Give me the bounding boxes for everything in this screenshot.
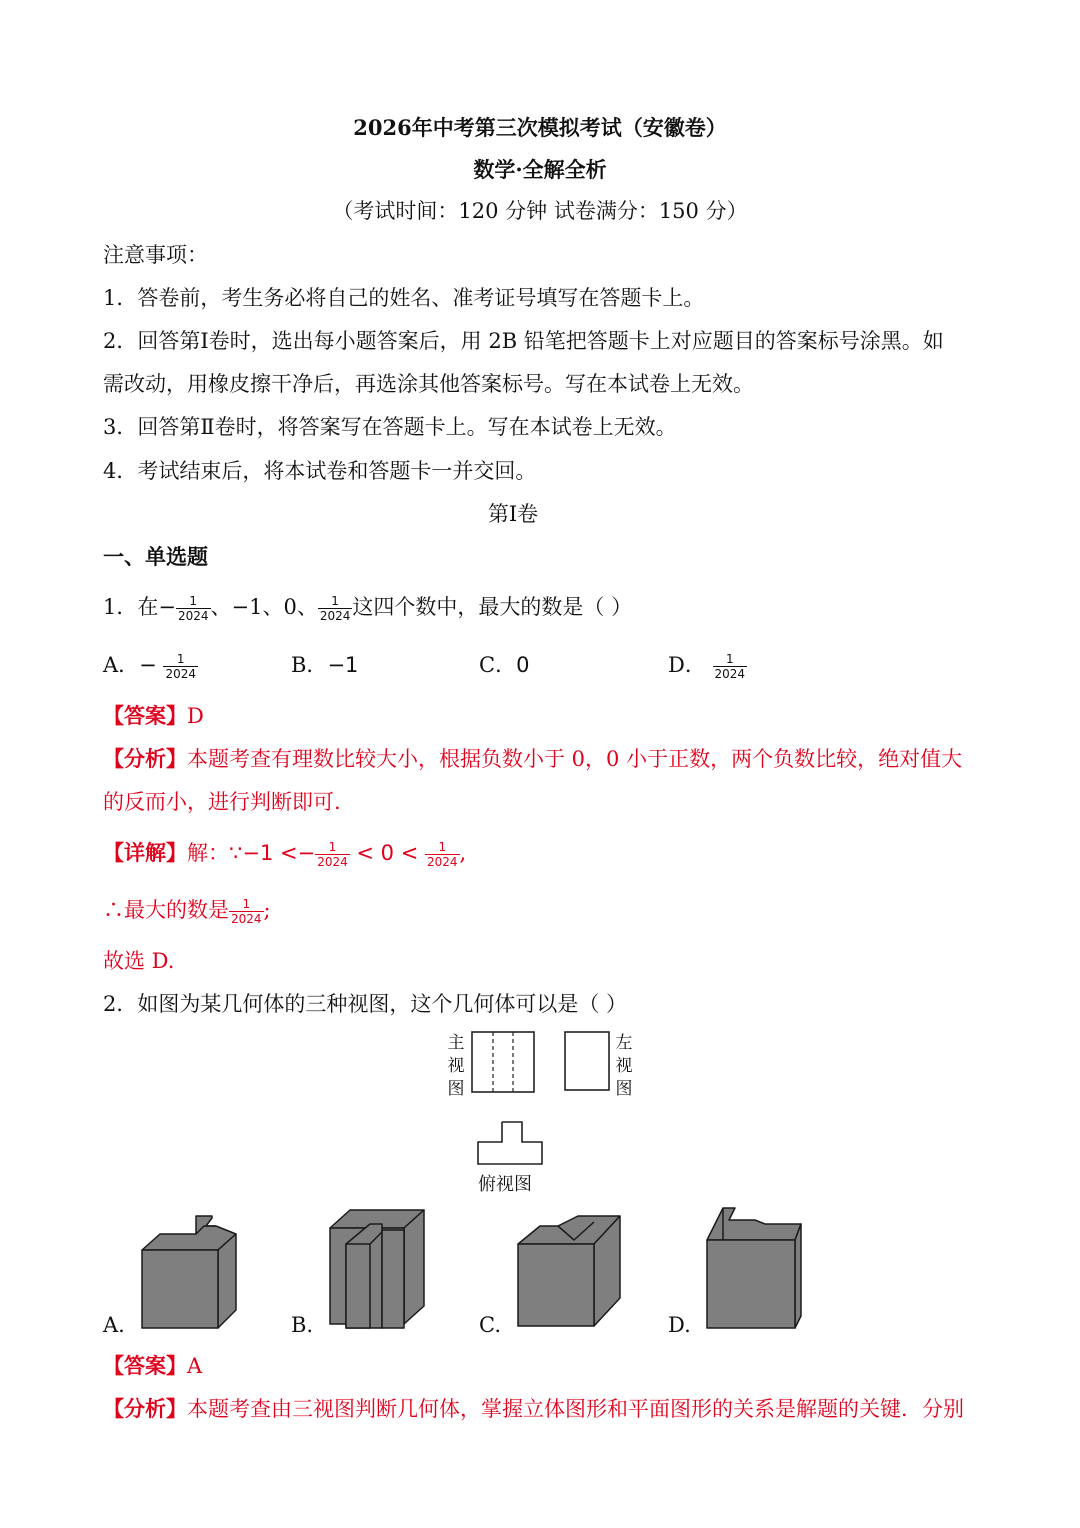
option-b: B．−1 [291,653,359,677]
note-item: 2．回答第Ⅰ卷时，选出每小题答案后，用 2B 铅笔把答题卡上对应题目的答案标号涂黑。如 [103,329,944,353]
top-view-label: 俯视图 [478,1174,532,1195]
q2-answer: 【答案】A [103,1353,203,1378]
q1-sep: 、−1、0、 [210,595,318,619]
option-a: A．− $\frac{1}{2024}$ [103,652,197,681]
q2-option-c-label: C. [479,1313,501,1337]
q2-option-d-label: D. [668,1313,691,1337]
q1-prefix: 1．在− [103,595,176,619]
note-item: 4．考试结束后，将本试卷和答题卡一并交回。 [103,459,537,483]
q1-answer: 【答案】D [103,703,204,728]
fraction: $\frac{1}{2024}$ [319,594,351,623]
q1-suffix: 这四个数中，最大的数是（ ） [352,595,633,619]
front-view-label: 主视图 [447,1033,465,1099]
option-a-solid [136,1212,242,1334]
option-b-solid [326,1206,430,1334]
note-item: 需改动，用橡皮擦干净后，再选涂其他答案标号。写在本试卷上无效。 [103,372,754,396]
page-subtitle: 数学·全解全析 [473,157,607,182]
option-c: C．0 [479,653,530,677]
option-d-solid [703,1204,807,1334]
q1-detail-2: ∴最大的数是 $\frac{1}{2024}$ ; [103,897,271,926]
note-item: 3．回答第Ⅱ卷时，将答案写在答题卡上。写在本试卷上无效。 [103,415,677,439]
q1-analysis: 【分析】本题考查有理数比较大小，根据负数小于 0，0 小于正数，两个负数比较，绝对值大 [103,746,963,771]
left-view-figure [563,1030,611,1092]
q1-analysis-cont: 的反而小，进行判断即可. [103,790,341,814]
q2-analysis: 【分析】本题考查由三视图判断几何体，掌握立体图形和平面图形的关系是解题的关键．分别 [103,1396,964,1421]
note-item: 1．答卷前，考生务必将自己的姓名、准考证号填写在答题卡上。 [103,286,705,310]
q2-option-a-label: A. [103,1313,125,1337]
question-2-stem: 2．如图为某几何体的三种视图，这个几何体可以是（ ） [103,992,628,1016]
left-view-label: 左视图 [615,1033,633,1099]
volume-label: 第Ⅰ卷 [487,502,539,526]
exam-meta: （考试时间：120 分钟 试卷满分：150 分） [332,199,748,223]
option-d: D． $\frac{1}{2024}$ [668,652,746,681]
q1-conclusion: 故选 D. [103,949,175,973]
notes-heading: 注意事项： [103,243,208,267]
page-title: 2026年中考第三次模拟考试（安徽卷） [353,115,727,140]
q1-detail: 【详解】解：∵−1 <− $\frac{1}{2024}$ < 0 < $\frac{1}{2024}$ , [103,840,467,869]
section-title: 一、单选题 [103,544,208,569]
question-1-stem [103,592,632,623]
fraction: $\frac{1}{2024}$ [177,594,209,623]
front-view-figure [470,1030,536,1094]
top-view-figure [476,1120,546,1168]
option-c-solid [514,1212,626,1334]
q2-option-b-label: B. [291,1313,314,1337]
